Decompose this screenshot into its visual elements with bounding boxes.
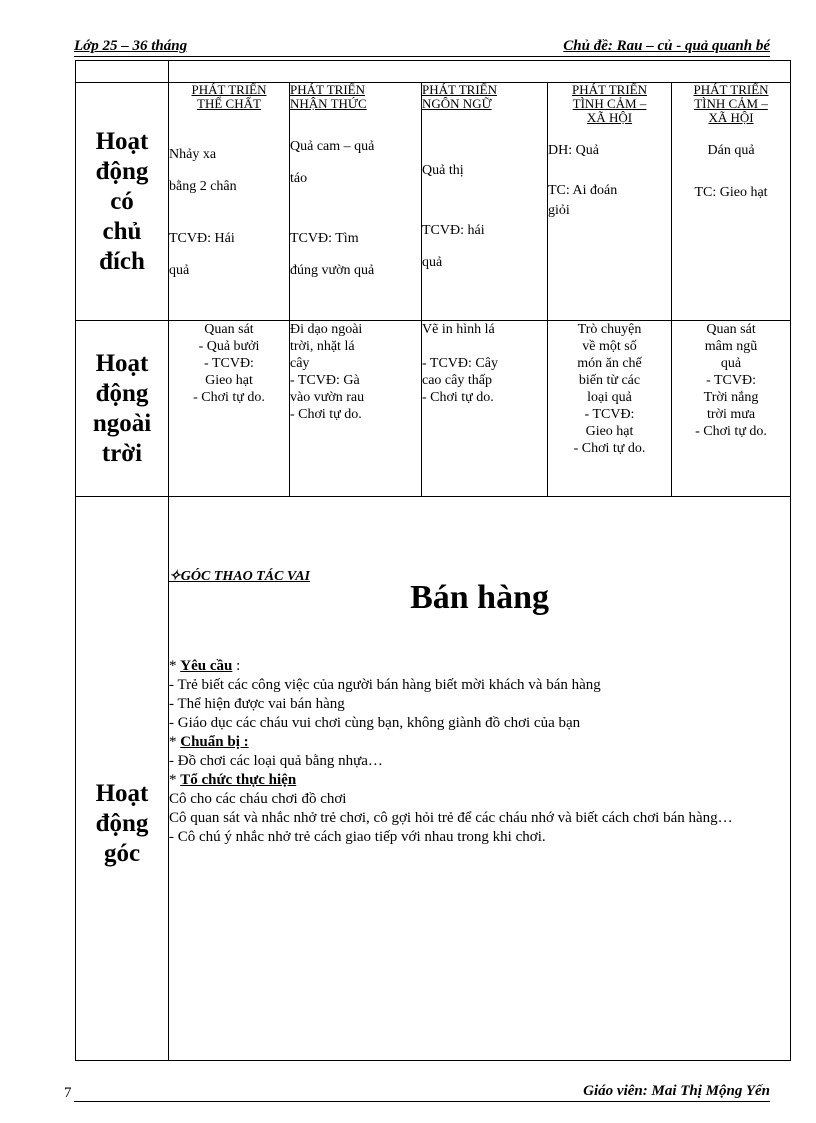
activity-language: PHÁT TRIỂN NGÔN NGỮ Quả thị TCVĐ: hái quả bbox=[422, 83, 548, 321]
lesson-plan-table bbox=[75, 60, 791, 1061]
outdoor-cell-5: Quan sát mâm ngũ quả - TCVĐ: Trời nắng trời mưa - Chơi tự do. bbox=[672, 321, 791, 497]
row-label-focused: Hoạt động có chủ đích bbox=[76, 83, 169, 321]
row-focused-activities bbox=[76, 83, 791, 321]
section-title: ✧GÓC THAO TÁC VAI bbox=[169, 569, 310, 584]
requirement-line: - Thể hiện được vai bán hàng bbox=[169, 696, 345, 712]
activity-social-1: PHÁT TRIỂN TÌNH CẢM – XÃ HỘI DH: Quả TC: Ai đoán giỏi bbox=[548, 83, 672, 321]
organization-heading: * Tổ chức thực hiện bbox=[169, 772, 297, 788]
blank-header-row bbox=[76, 61, 791, 83]
activity-cognitive: PHÁT TRIỂN NHẬN THỨC Quả cam – quả táo TCVĐ: Tìm đúng vườn quả bbox=[290, 83, 422, 321]
activity-physical: PHÁT TRIỂN THỂ CHẤT Nhảy xa bằng 2 chân TCVĐ: Hái quả bbox=[169, 83, 290, 321]
page-number: 7 bbox=[64, 1085, 72, 1101]
activity-social-2: PHÁT TRIỂN TÌNH CẢM – XÃ HỘI Dán quả TC: Gieo hạt bbox=[672, 83, 791, 321]
preparation-heading: * Chuẩn bị : bbox=[169, 734, 249, 750]
outdoor-cell-1: Quan sát - Quả bưởi - TCVĐ: Gieo hạt - Chơi tự do. bbox=[169, 321, 290, 497]
page-header bbox=[74, 36, 770, 57]
blank-cell bbox=[76, 61, 169, 83]
row-outdoor-activities bbox=[76, 321, 791, 497]
outdoor-cell-3: Vẽ in hình lá - TCVĐ: Cây cao cây thấp - Chơi tự do. bbox=[422, 321, 548, 497]
footer-rule bbox=[74, 1101, 770, 1102]
row-label-corner: Hoạt động góc bbox=[76, 497, 169, 1061]
organization-line: Cô quan sát và nhắc nhở trẻ chơi, cô gợi hỏi trẻ để các cháu nhớ và biết cách chơi bán hàng… bbox=[169, 810, 733, 826]
blank-cell bbox=[169, 61, 791, 83]
requirement-line: - Trẻ biết các công việc của người bán hàng biết mời khách và bán hàng bbox=[169, 677, 601, 693]
teacher-name: Giáo viên: Mai Thị Mộng Yến bbox=[583, 1083, 770, 1099]
outdoor-cell-2: Đi dạo ngoài trời, nhặt lá cây - TCVĐ: Gà vào vườn rau - Chơi tự do. bbox=[290, 321, 422, 497]
preparation-line: - Đồ chơi các loại quả bằng nhựa… bbox=[169, 753, 383, 769]
requirement-line: - Giáo dục các cháu vui chơi cùng bạn, không giành đồ chơi của bạn bbox=[169, 715, 581, 731]
organization-line: Cô cho các cháu chơi đồ chơi bbox=[169, 791, 347, 807]
page-footer bbox=[64, 1083, 770, 1103]
organization-line: - Cô chú ý nhắc nhở trẻ cách giao tiếp với nhau trong khi chơi. bbox=[169, 829, 546, 845]
class-label: Lớp 25 – 36 tháng bbox=[74, 38, 188, 54]
row-corner-activities bbox=[76, 497, 791, 1061]
activity-title: Bán hàng bbox=[410, 579, 549, 616]
theme-label: Chủ đề: Rau – củ - quả quanh bé bbox=[563, 38, 770, 54]
row-label-outdoor: Hoạt động ngoài trời bbox=[76, 321, 169, 497]
corner-activity-content bbox=[169, 497, 791, 1061]
outdoor-cell-4: Trò chuyện về một số món ăn chế biến từ các loại quả - TCVĐ: Gieo hạt - Chơi tự do. bbox=[548, 321, 672, 497]
requirements-heading: * Yêu cầu : bbox=[169, 658, 241, 674]
